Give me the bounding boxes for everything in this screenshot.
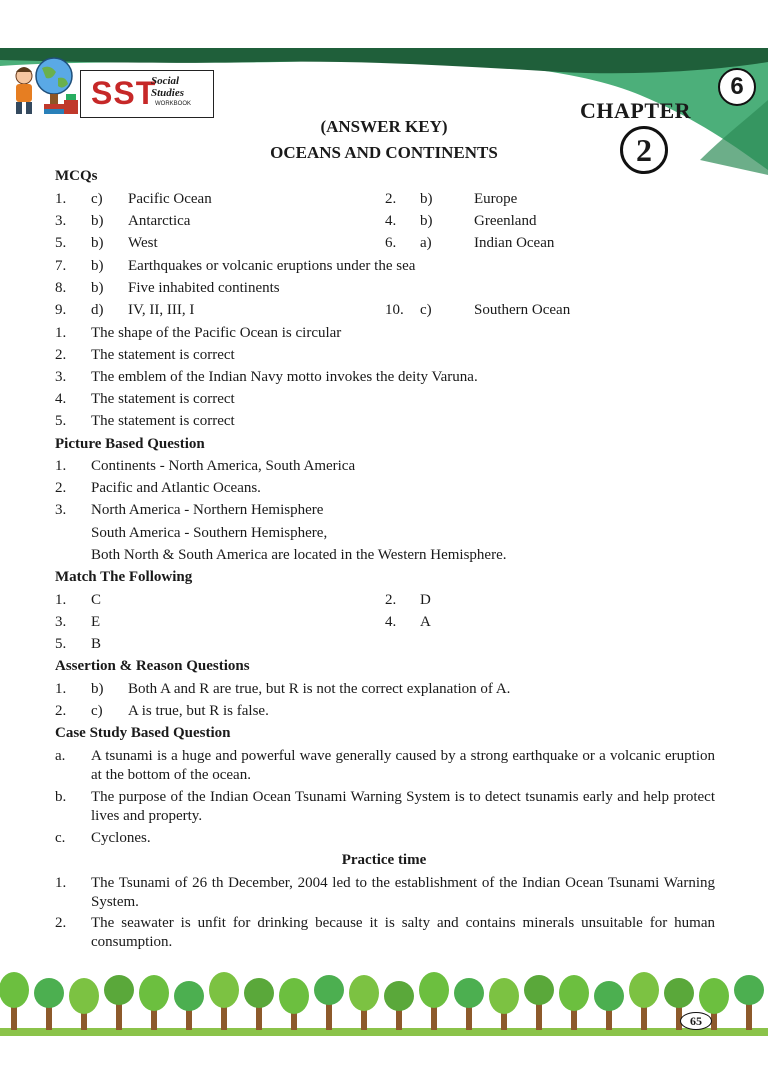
- tree-icon: [629, 972, 659, 1030]
- tree-icon: [34, 978, 64, 1030]
- logo-script-text: Social Studies: [151, 75, 185, 99]
- tree-icon: [209, 972, 239, 1030]
- chapter-label: CHAPTER: [580, 98, 692, 123]
- page-subtitle: OCEANS AND CONTINENTS: [270, 143, 498, 162]
- logo-text: SST: [91, 75, 157, 111]
- section-heading-mcqs: MCQs: [55, 168, 98, 184]
- student-globe-illustration: [4, 54, 82, 118]
- section-heading-case-study: Case Study Based Question: [55, 725, 231, 741]
- tree-icon: [594, 981, 624, 1030]
- tree-icon: [349, 975, 379, 1030]
- chapter-number-badge: 2: [620, 126, 668, 174]
- class-number-badge: 6: [718, 68, 756, 106]
- page-title: (ANSWER KEY): [320, 117, 448, 136]
- tree-icon: [559, 975, 589, 1030]
- tree-icon: [734, 975, 764, 1030]
- tree-icon: [279, 978, 309, 1030]
- tree-icon: [384, 981, 414, 1030]
- picture-item-continuation: Both North & South America are located in the Western Hemisphere.: [91, 547, 507, 563]
- tree-icon: [0, 972, 29, 1030]
- tree-icon: [244, 978, 274, 1030]
- tree-icon: [524, 975, 554, 1030]
- tree-icon: [489, 978, 519, 1030]
- section-heading-practice: Practice time: [341, 852, 427, 868]
- section-heading-assertion: Assertion & Reason Questions: [55, 658, 250, 674]
- tree-icon: [104, 975, 134, 1030]
- tree-icon: [139, 975, 169, 1030]
- section-heading-match: Match The Following: [55, 569, 193, 585]
- sst-logo: [80, 70, 214, 118]
- tree-icon: [174, 981, 204, 1030]
- section-heading-picture: Picture Based Question: [55, 436, 205, 452]
- footer-trees-illustration: [0, 960, 768, 1040]
- logo-subtext: WORKBOOK: [155, 101, 192, 107]
- tree-icon: [454, 978, 484, 1030]
- page-number: 65: [680, 1012, 712, 1030]
- picture-item-continuation: South America - Southern Hemisphere,: [91, 525, 328, 541]
- tree-icon: [314, 975, 344, 1030]
- tree-icon: [69, 978, 99, 1030]
- tree-icon: [419, 972, 449, 1030]
